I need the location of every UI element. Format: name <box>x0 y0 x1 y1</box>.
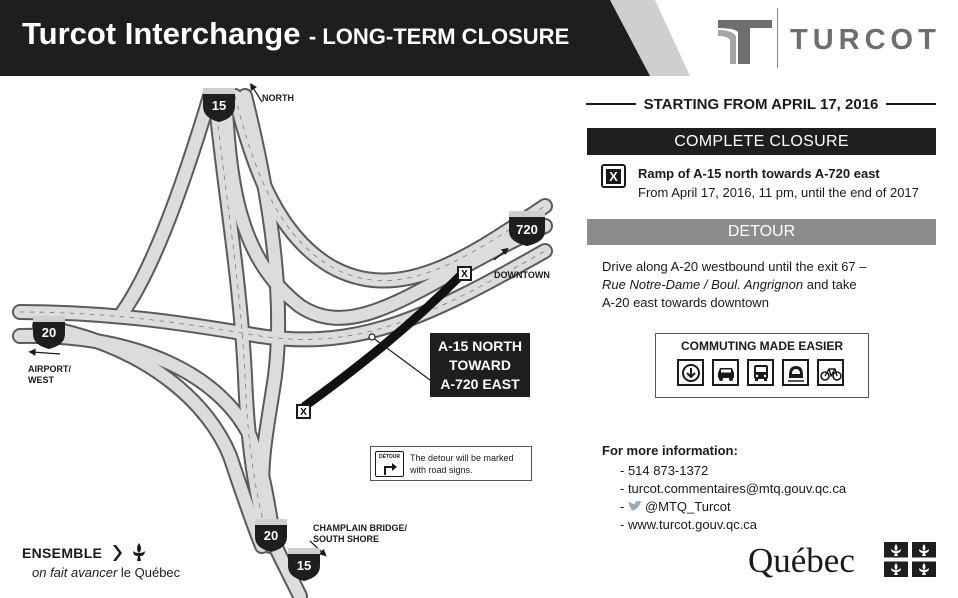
svg-text:X: X <box>300 407 307 418</box>
info-phone[interactable]: - 514 873-1372 <box>620 463 709 478</box>
title-main: Turcot Interchange <box>22 16 301 51</box>
ensemble-tagline <box>32 565 180 580</box>
shield-a15-south-label: 15 <box>296 558 312 573</box>
quebec-flag-icon <box>884 542 936 577</box>
closure-x-icon <box>457 266 472 281</box>
closure-x-glyph: X <box>606 169 621 184</box>
callout-line2: TOWARD <box>449 357 511 373</box>
label-airport-line1: AIRPORT/ <box>28 364 72 374</box>
label-airport-line2: WEST <box>28 375 54 385</box>
svg-text:X: X <box>461 269 468 280</box>
label-champlain-line2: SOUTH SHORE <box>313 534 380 544</box>
header <box>0 0 958 76</box>
detour-heading: DETOUR <box>587 219 936 245</box>
ensemble-logo-text: ENSEMBLE <box>22 545 103 561</box>
closure-detail: From April 17, 2016, 11 pm, until the end of 2017 <box>638 185 919 200</box>
heading-rule-right <box>886 103 936 105</box>
twitter-prefix: - <box>620 499 628 514</box>
shield-a20-south-label: 20 <box>263 528 279 543</box>
callout-line1: A-15 NORTH <box>437 338 522 354</box>
detour-legend-text <box>410 452 514 476</box>
info-title: For more information: <box>602 443 738 458</box>
label-north: NORTH <box>262 93 294 103</box>
detour-sign-icon <box>375 451 404 477</box>
label-downtown: DOWNTOWN <box>494 270 550 280</box>
detour-line1: Drive along A-20 westbound until the exit 67 – <box>602 259 867 274</box>
bicycle-icon <box>817 359 844 386</box>
start-date-text: STARTING FROM APRIL 17, 2016 <box>643 95 879 113</box>
shield-a15-north-label: 15 <box>211 98 227 113</box>
label-airport <box>28 364 71 386</box>
quebec-wordmark: Québec <box>748 541 855 580</box>
legend-line1: The detour will be marked <box>410 453 514 463</box>
info-web[interactable]: - www.turcot.gouv.qc.ca <box>620 517 758 532</box>
commuting-box <box>655 333 869 398</box>
detour-sign-label: DÉTOUR <box>378 454 401 460</box>
label-champlain <box>313 523 407 545</box>
title-sub: - LONG-TERM CLOSURE <box>308 24 570 49</box>
page-title <box>22 16 569 52</box>
train-icon <box>782 359 809 386</box>
commuting-icons <box>677 359 844 386</box>
legend-line2: with road signs. <box>410 465 473 475</box>
turcot-logo-icon <box>716 12 776 68</box>
bus-icon <box>747 359 774 386</box>
detour-line2-rest: and take <box>803 277 857 292</box>
twitter-bird-icon <box>628 501 642 512</box>
detour-line3: A-20 east towards downtown <box>602 295 769 310</box>
info-list <box>620 462 846 534</box>
complete-closure-heading: COMPLETE CLOSURE <box>587 128 936 155</box>
detour-legend <box>370 446 532 481</box>
twitter-handle: @MTQ_Turcot <box>644 499 731 514</box>
heading-rule-left <box>586 103 636 105</box>
ensemble-chevron-fleur-icon <box>113 541 153 565</box>
closure-title: Ramp of A-15 north towards A-720 east <box>638 166 880 181</box>
brand-name: TURCOT <box>790 24 941 56</box>
label-champlain-line1: CHAMPLAIN BRIDGE/ <box>313 523 407 533</box>
callout-line3: A-720 EAST <box>440 376 520 392</box>
shield-a20-west-label: 20 <box>41 325 57 340</box>
shield-a720-label: 720 <box>516 222 538 237</box>
shield-a720-icon <box>509 211 545 246</box>
info-twitter[interactable] <box>620 498 846 516</box>
car-icon <box>712 359 739 386</box>
closure-x-icon <box>296 404 311 419</box>
brand-separator <box>777 8 778 68</box>
ensemble-tagline-regular: on fait avancer <box>32 565 121 580</box>
commuting-title: COMMUTING MADE EASIER <box>681 339 843 353</box>
start-date-heading <box>586 93 936 115</box>
closed-ramp-callout <box>430 333 530 397</box>
detour-street: Rue Notre-Dame / Boul. Angrignon <box>602 277 804 292</box>
closure-x-icon <box>601 164 626 188</box>
ensemble-tagline-italic: le Québec <box>120 565 181 580</box>
metro-icon <box>677 359 704 386</box>
detour-line2 <box>602 276 932 294</box>
detour-description <box>602 258 932 312</box>
info-email[interactable]: - turcot.commentaires@mtq.gouv.qc.ca <box>620 481 847 496</box>
